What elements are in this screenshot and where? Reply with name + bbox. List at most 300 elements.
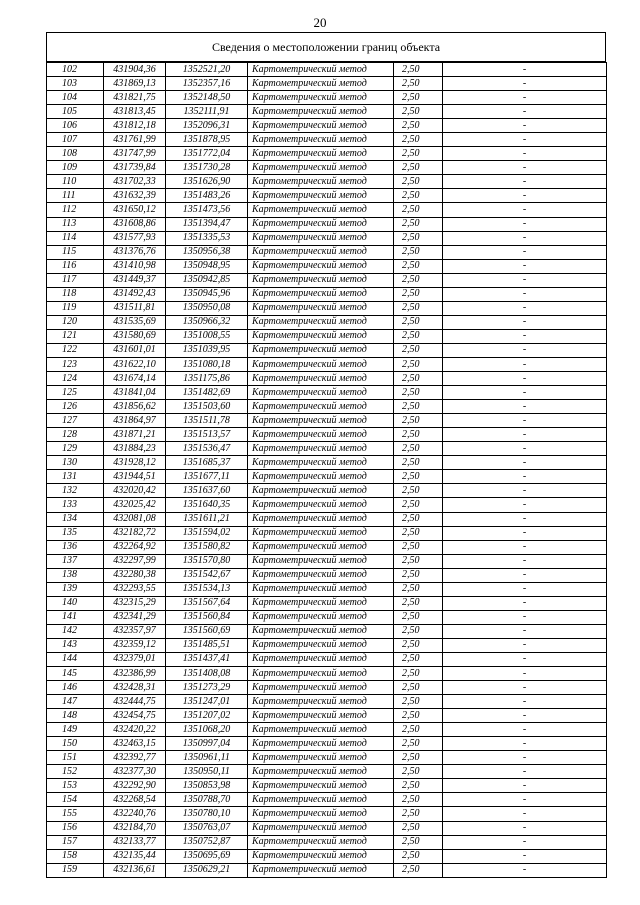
method: Картометрический метод <box>248 695 394 709</box>
point-number: 153 <box>47 779 104 793</box>
coordinate-x: 432428,31 <box>104 681 166 695</box>
point-number: 115 <box>47 245 104 259</box>
point-number: 105 <box>47 105 104 119</box>
accuracy: 2,50 <box>394 582 443 596</box>
coordinate-x: 432315,29 <box>104 596 166 610</box>
coordinate-y: 1351570,80 <box>166 554 248 568</box>
table-row <box>47 610 607 624</box>
table-row <box>47 442 607 456</box>
extra-value: - <box>443 807 607 821</box>
accuracy: 2,50 <box>394 147 443 161</box>
accuracy: 2,50 <box>394 456 443 470</box>
accuracy: 2,50 <box>394 821 443 835</box>
coordinate-x: 431747,99 <box>104 147 166 161</box>
point-number: 104 <box>47 91 104 105</box>
point-number: 127 <box>47 414 104 428</box>
coordinate-y: 1351485,51 <box>166 638 248 652</box>
method: Картометрический метод <box>248 203 394 217</box>
method: Картометрический метод <box>248 681 394 695</box>
extra-value: - <box>443 357 607 371</box>
method: Картометрический метод <box>248 273 394 287</box>
accuracy: 2,50 <box>394 695 443 709</box>
table-row <box>47 400 607 414</box>
coordinate-x: 431821,75 <box>104 91 166 105</box>
table-row <box>47 765 607 779</box>
accuracy: 2,50 <box>394 245 443 259</box>
coordinate-x: 431511,81 <box>104 301 166 315</box>
method: Картометрический метод <box>248 91 394 105</box>
coordinate-y: 1350853,98 <box>166 779 248 793</box>
method: Картометрический метод <box>248 175 394 189</box>
coordinate-x: 432280,38 <box>104 568 166 582</box>
coordinate-y: 1351772,04 <box>166 147 248 161</box>
extra-value: - <box>443 835 607 849</box>
extra-value: - <box>443 217 607 231</box>
method: Картометрический метод <box>248 582 394 596</box>
coordinate-y: 1351611,21 <box>166 512 248 526</box>
point-number: 119 <box>47 301 104 315</box>
coordinate-y: 1351534,13 <box>166 582 248 596</box>
coordinate-x: 432025,42 <box>104 498 166 512</box>
table-row <box>47 259 607 273</box>
coordinate-y: 1351335,53 <box>166 231 248 245</box>
point-number: 156 <box>47 821 104 835</box>
method: Картометрический метод <box>248 189 394 203</box>
coordinate-x: 431856,62 <box>104 400 166 414</box>
coordinate-y: 1350752,87 <box>166 835 248 849</box>
point-number: 139 <box>47 582 104 596</box>
extra-value: - <box>443 161 607 175</box>
table-row <box>47 498 607 512</box>
table-row <box>47 161 607 175</box>
coordinate-x: 432359,12 <box>104 638 166 652</box>
coordinate-y: 1351626,90 <box>166 175 248 189</box>
extra-value: - <box>443 709 607 723</box>
point-number: 108 <box>47 147 104 161</box>
coordinate-y: 1351273,29 <box>166 681 248 695</box>
coordinate-x: 432135,44 <box>104 849 166 863</box>
coordinate-y: 1351878,95 <box>166 133 248 147</box>
table-row <box>47 329 607 343</box>
table-row <box>47 470 607 484</box>
coordinate-x: 431410,98 <box>104 259 166 273</box>
table-row <box>47 386 607 400</box>
method: Картометрический метод <box>248 77 394 91</box>
extra-value: - <box>443 287 607 301</box>
table-row <box>47 343 607 357</box>
coordinate-y: 1350961,11 <box>166 751 248 765</box>
point-number: 103 <box>47 77 104 91</box>
extra-value: - <box>443 259 607 273</box>
extra-value: - <box>443 442 607 456</box>
extra-value: - <box>443 512 607 526</box>
method: Картометрический метод <box>248 301 394 315</box>
coordinate-y: 1351685,37 <box>166 456 248 470</box>
coordinate-y: 1351408,08 <box>166 667 248 681</box>
extra-value: - <box>443 737 607 751</box>
method: Картометрический метод <box>248 105 394 119</box>
coordinate-x: 431608,86 <box>104 217 166 231</box>
point-number: 142 <box>47 624 104 638</box>
coordinate-x: 432463,15 <box>104 737 166 751</box>
method: Картометрический метод <box>248 133 394 147</box>
accuracy: 2,50 <box>394 863 443 877</box>
point-number: 136 <box>47 540 104 554</box>
extra-value: - <box>443 386 607 400</box>
point-number: 150 <box>47 737 104 751</box>
table-row <box>47 807 607 821</box>
point-number: 141 <box>47 610 104 624</box>
point-number: 138 <box>47 568 104 582</box>
extra-value: - <box>443 343 607 357</box>
extra-value: - <box>443 175 607 189</box>
coordinate-x: 432240,76 <box>104 807 166 821</box>
coordinate-y: 1352096,31 <box>166 119 248 133</box>
coordinate-y: 1350945,96 <box>166 287 248 301</box>
table-row <box>47 540 607 554</box>
coordinate-y: 1351483,26 <box>166 189 248 203</box>
coordinate-y: 1351473,56 <box>166 203 248 217</box>
extra-value: - <box>443 695 607 709</box>
table-row <box>47 245 607 259</box>
accuracy: 2,50 <box>394 343 443 357</box>
point-number: 132 <box>47 484 104 498</box>
method: Картометрический метод <box>248 751 394 765</box>
extra-value: - <box>443 105 607 119</box>
accuracy: 2,50 <box>394 835 443 849</box>
coordinate-x: 432357,97 <box>104 624 166 638</box>
point-number: 131 <box>47 470 104 484</box>
coordinate-x: 431622,10 <box>104 357 166 371</box>
extra-value: - <box>443 596 607 610</box>
extra-value: - <box>443 540 607 554</box>
accuracy: 2,50 <box>394 386 443 400</box>
point-number: 116 <box>47 259 104 273</box>
extra-value: - <box>443 484 607 498</box>
accuracy: 2,50 <box>394 540 443 554</box>
table-row <box>47 484 607 498</box>
method: Картометрический метод <box>248 63 394 77</box>
point-number: 113 <box>47 217 104 231</box>
method: Картометрический метод <box>248 217 394 231</box>
accuracy: 2,50 <box>394 189 443 203</box>
coordinate-y: 1352357,16 <box>166 77 248 91</box>
method: Картометрический метод <box>248 119 394 133</box>
accuracy: 2,50 <box>394 793 443 807</box>
method: Картометрический метод <box>248 652 394 666</box>
table-row <box>47 526 607 540</box>
method: Картометрический метод <box>248 568 394 582</box>
table-row <box>47 119 607 133</box>
method: Картометрический метод <box>248 723 394 737</box>
coordinate-x: 431535,69 <box>104 315 166 329</box>
coordinate-x: 432081,08 <box>104 512 166 526</box>
accuracy: 2,50 <box>394 372 443 386</box>
accuracy: 2,50 <box>394 596 443 610</box>
table-row <box>47 849 607 863</box>
method: Картометрический метод <box>248 512 394 526</box>
coordinate-x: 431492,43 <box>104 287 166 301</box>
extra-value: - <box>443 793 607 807</box>
coordinates-table <box>46 62 607 878</box>
coordinate-y: 1351207,02 <box>166 709 248 723</box>
point-number: 135 <box>47 526 104 540</box>
extra-value: - <box>443 526 607 540</box>
coordinate-y: 1351580,82 <box>166 540 248 554</box>
accuracy: 2,50 <box>394 624 443 638</box>
method: Картометрический метод <box>248 470 394 484</box>
extra-value: - <box>443 652 607 666</box>
table-row <box>47 315 607 329</box>
coordinate-y: 1351394,47 <box>166 217 248 231</box>
coordinate-y: 1351437,41 <box>166 652 248 666</box>
accuracy: 2,50 <box>394 484 443 498</box>
coordinate-x: 432379,01 <box>104 652 166 666</box>
coordinate-y: 1351542,67 <box>166 568 248 582</box>
coordinate-x: 432420,22 <box>104 723 166 737</box>
coordinate-y: 1351068,20 <box>166 723 248 737</box>
accuracy: 2,50 <box>394 400 443 414</box>
point-number: 111 <box>47 189 104 203</box>
coordinate-x: 432184,70 <box>104 821 166 835</box>
table-row <box>47 737 607 751</box>
accuracy: 2,50 <box>394 287 443 301</box>
point-number: 120 <box>47 315 104 329</box>
coordinate-y: 1351482,69 <box>166 386 248 400</box>
coordinate-y: 1351637,60 <box>166 484 248 498</box>
coordinate-x: 432182,72 <box>104 526 166 540</box>
method: Картометрический метод <box>248 414 394 428</box>
coordinate-x: 431928,12 <box>104 456 166 470</box>
coordinate-x: 432386,99 <box>104 667 166 681</box>
extra-value: - <box>443 77 607 91</box>
extra-value: - <box>443 245 607 259</box>
extra-value: - <box>443 147 607 161</box>
point-number: 158 <box>47 849 104 863</box>
coordinate-x: 432444,75 <box>104 695 166 709</box>
coordinate-x: 432020,42 <box>104 484 166 498</box>
coordinate-y: 1352111,91 <box>166 105 248 119</box>
coordinate-y: 1351175,86 <box>166 372 248 386</box>
coordinate-y: 1350788,70 <box>166 793 248 807</box>
point-number: 106 <box>47 119 104 133</box>
method: Картометрический метод <box>248 400 394 414</box>
table-row <box>47 189 607 203</box>
method: Картометрический метод <box>248 357 394 371</box>
method: Картометрический метод <box>248 737 394 751</box>
table-row <box>47 681 607 695</box>
table-row <box>47 568 607 582</box>
point-number: 155 <box>47 807 104 821</box>
coordinate-y: 1351513,57 <box>166 428 248 442</box>
extra-value: - <box>443 723 607 737</box>
method: Картометрический метод <box>248 709 394 723</box>
accuracy: 2,50 <box>394 91 443 105</box>
coordinate-x: 431761,99 <box>104 133 166 147</box>
coordinate-y: 1351511,78 <box>166 414 248 428</box>
method: Картометрический метод <box>248 442 394 456</box>
table-row <box>47 456 607 470</box>
extra-value: - <box>443 301 607 315</box>
table-row <box>47 638 607 652</box>
table-row <box>47 63 607 77</box>
extra-value: - <box>443 63 607 77</box>
accuracy: 2,50 <box>394 119 443 133</box>
method: Картометрический метод <box>248 287 394 301</box>
method: Картометрический метод <box>248 428 394 442</box>
point-number: 110 <box>47 175 104 189</box>
point-number: 112 <box>47 203 104 217</box>
coordinate-x: 431674,14 <box>104 372 166 386</box>
coordinate-y: 1351567,64 <box>166 596 248 610</box>
accuracy: 2,50 <box>394 526 443 540</box>
coordinate-y: 1350956,38 <box>166 245 248 259</box>
accuracy: 2,50 <box>394 63 443 77</box>
extra-value: - <box>443 372 607 386</box>
extra-value: - <box>443 231 607 245</box>
coordinate-x: 432292,90 <box>104 779 166 793</box>
point-number: 143 <box>47 638 104 652</box>
point-number: 125 <box>47 386 104 400</box>
coordinate-x: 432136,61 <box>104 863 166 877</box>
extra-value: - <box>443 498 607 512</box>
point-number: 148 <box>47 709 104 723</box>
method: Картометрический метод <box>248 849 394 863</box>
accuracy: 2,50 <box>394 470 443 484</box>
accuracy: 2,50 <box>394 512 443 526</box>
point-number: 114 <box>47 231 104 245</box>
point-number: 129 <box>47 442 104 456</box>
method: Картометрический метод <box>248 540 394 554</box>
extra-value: - <box>443 681 607 695</box>
table-row <box>47 231 607 245</box>
coordinate-y: 1350629,21 <box>166 863 248 877</box>
coordinate-y: 1350950,08 <box>166 301 248 315</box>
table-row <box>47 695 607 709</box>
accuracy: 2,50 <box>394 273 443 287</box>
coordinate-y: 1351677,11 <box>166 470 248 484</box>
extra-value: - <box>443 400 607 414</box>
accuracy: 2,50 <box>394 315 443 329</box>
extra-value: - <box>443 624 607 638</box>
coordinate-y: 1351640,35 <box>166 498 248 512</box>
coordinate-y: 1350948,95 <box>166 259 248 273</box>
coordinates-table-body <box>47 63 607 878</box>
coordinate-y: 1351039,95 <box>166 343 248 357</box>
point-number: 157 <box>47 835 104 849</box>
accuracy: 2,50 <box>394 723 443 737</box>
coordinate-x: 432133,77 <box>104 835 166 849</box>
method: Картометрический метод <box>248 863 394 877</box>
accuracy: 2,50 <box>394 329 443 343</box>
point-number: 126 <box>47 400 104 414</box>
method: Картометрический метод <box>248 821 394 835</box>
coordinate-x: 431702,33 <box>104 175 166 189</box>
coordinate-x: 432264,92 <box>104 540 166 554</box>
method: Картометрический метод <box>248 779 394 793</box>
section-title: Сведения о местоположении границ объекта <box>46 32 606 62</box>
extra-value: - <box>443 329 607 343</box>
coordinate-x: 431871,21 <box>104 428 166 442</box>
coordinate-x: 431884,23 <box>104 442 166 456</box>
coordinate-y: 1350950,11 <box>166 765 248 779</box>
coordinate-x: 432297,99 <box>104 554 166 568</box>
coordinate-y: 1350763,07 <box>166 821 248 835</box>
accuracy: 2,50 <box>394 357 443 371</box>
coordinate-y: 1351247,01 <box>166 695 248 709</box>
extra-value: - <box>443 863 607 877</box>
extra-value: - <box>443 456 607 470</box>
coordinate-y: 1352521,20 <box>166 63 248 77</box>
point-number: 117 <box>47 273 104 287</box>
extra-value: - <box>443 189 607 203</box>
table-row <box>47 667 607 681</box>
table-row <box>47 273 607 287</box>
coordinate-x: 432377,30 <box>104 765 166 779</box>
extra-value: - <box>443 133 607 147</box>
coordinate-y: 1351080,18 <box>166 357 248 371</box>
method: Картометрический метод <box>248 315 394 329</box>
table-row <box>47 147 607 161</box>
method: Картометрический метод <box>248 835 394 849</box>
coordinate-y: 1351594,02 <box>166 526 248 540</box>
extra-value: - <box>443 582 607 596</box>
point-number: 137 <box>47 554 104 568</box>
accuracy: 2,50 <box>394 442 443 456</box>
coordinate-y: 1351730,28 <box>166 161 248 175</box>
accuracy: 2,50 <box>394 807 443 821</box>
coordinate-y: 1350780,10 <box>166 807 248 821</box>
accuracy: 2,50 <box>394 133 443 147</box>
method: Картометрический метод <box>248 765 394 779</box>
extra-value: - <box>443 414 607 428</box>
table-row <box>47 596 607 610</box>
accuracy: 2,50 <box>394 849 443 863</box>
table-row <box>47 357 607 371</box>
accuracy: 2,50 <box>394 217 443 231</box>
point-number: 145 <box>47 667 104 681</box>
accuracy: 2,50 <box>394 681 443 695</box>
point-number: 159 <box>47 863 104 877</box>
coordinate-x: 431869,13 <box>104 77 166 91</box>
accuracy: 2,50 <box>394 610 443 624</box>
extra-value: - <box>443 203 607 217</box>
accuracy: 2,50 <box>394 77 443 91</box>
coordinate-x: 431944,51 <box>104 470 166 484</box>
method: Картометрический метод <box>248 245 394 259</box>
table-row <box>47 835 607 849</box>
coordinate-x: 432341,29 <box>104 610 166 624</box>
table-row <box>47 175 607 189</box>
method: Картометрический метод <box>248 638 394 652</box>
accuracy: 2,50 <box>394 231 443 245</box>
point-number: 102 <box>47 63 104 77</box>
table-row <box>47 779 607 793</box>
accuracy: 2,50 <box>394 667 443 681</box>
coordinate-x: 431577,93 <box>104 231 166 245</box>
extra-value: - <box>443 119 607 133</box>
method: Картометрический метод <box>248 596 394 610</box>
extra-value: - <box>443 554 607 568</box>
coordinate-y: 1351536,47 <box>166 442 248 456</box>
coordinate-x: 431650,12 <box>104 203 166 217</box>
coordinate-y: 1351560,69 <box>166 624 248 638</box>
table-row <box>47 751 607 765</box>
point-number: 152 <box>47 765 104 779</box>
point-number: 124 <box>47 372 104 386</box>
table-row <box>47 821 607 835</box>
accuracy: 2,50 <box>394 709 443 723</box>
